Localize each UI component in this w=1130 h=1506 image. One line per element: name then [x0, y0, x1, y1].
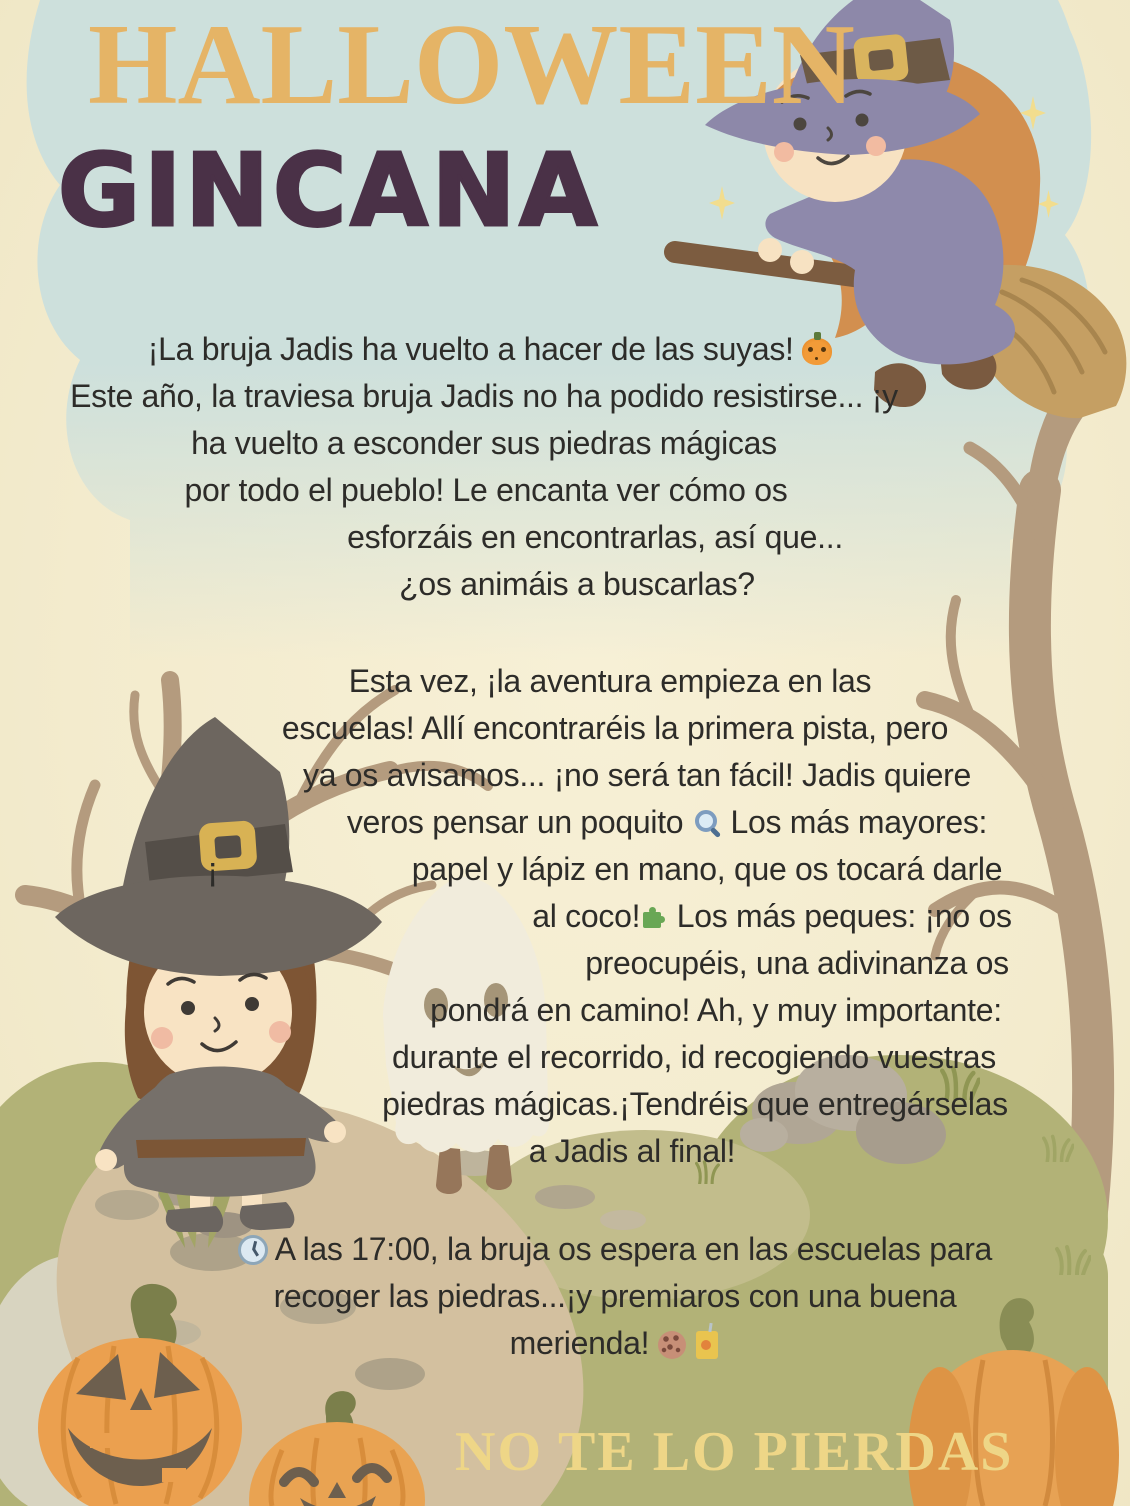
poster-title-halloween: HALLOWEEN	[88, 1, 855, 128]
poster-title-gincana: GINCANA	[58, 132, 601, 249]
text-segment: veros pensar un poquito	[346, 804, 692, 840]
text-segment	[686, 1325, 695, 1361]
text-line	[150, 658, 1070, 705]
text-line	[24, 373, 944, 420]
text-line	[30, 326, 950, 373]
text-line	[155, 705, 1075, 752]
middle-paragraph	[200, 658, 1120, 1175]
text-segment: Los más mayores:	[721, 804, 988, 840]
juice-box-emoji	[696, 1331, 718, 1359]
text-segment: Esta vez, ¡la aventura empieza en las	[348, 663, 872, 699]
text-segment: ya os avisamos... ¡no será tan fácil! Jadis quiere	[303, 757, 971, 793]
text-segment: papel y lápiz en mano, que os tocará darle	[411, 851, 1003, 887]
clock-emoji	[238, 1235, 268, 1265]
text-line	[155, 1320, 1075, 1367]
text-line	[155, 1226, 1075, 1273]
text-segment: recoger las piedras...¡y premiaros con una buena	[273, 1278, 957, 1314]
text-line	[235, 1081, 1130, 1128]
text-line	[177, 752, 1097, 799]
text-line	[247, 846, 1130, 893]
text-segment: preocupéis, una adivinanza os	[585, 945, 1009, 981]
stray-exclamation: ¡	[207, 851, 219, 889]
text-segment: esforzáis en encontrarlas, así que...	[347, 519, 843, 555]
text-segment: Los más peques: ¡no os	[668, 898, 1012, 934]
text-line	[207, 799, 1127, 846]
text-segment: A las 17:00, la bruja os espera en las escuelas para	[267, 1231, 993, 1267]
magnifier-emoji	[692, 808, 722, 838]
text-line	[155, 1273, 1075, 1320]
text-line	[337, 940, 1130, 987]
text-line	[135, 514, 1055, 561]
footer-tagline: NO TE LO PIERDAS	[455, 1421, 1014, 1483]
closing-paragraph	[155, 1226, 1075, 1367]
text-segment: al coco!	[532, 898, 641, 934]
text-segment: pondrá en camino! Ah, y muy importante:	[430, 992, 1002, 1028]
text-line	[117, 561, 1037, 608]
text-segment: ¡La bruja Jadis ha vuelto a hacer de las suyas!	[147, 331, 803, 367]
text-segment: durante el recorrido, id recogiendo vuestras	[391, 1039, 997, 1075]
text-segment: a Jadis al final!	[528, 1133, 736, 1169]
text-segment: merienda!	[509, 1325, 658, 1361]
text-segment: piedras mágicas.¡Tendréis que entregárselas	[382, 1086, 1008, 1122]
text-line	[256, 987, 1130, 1034]
text-line	[234, 1034, 1130, 1081]
intro-paragraph	[30, 326, 950, 608]
text-segment: ha vuelto a esconder sus piedras mágicas	[191, 425, 777, 461]
cookie-emoji	[658, 1331, 686, 1359]
text-segment: Este año, la traviesa bruja Jadis no ha podido resistirse... ¡y	[70, 378, 898, 414]
text-line	[312, 893, 1130, 940]
text-line	[26, 467, 946, 514]
pumpkin-emoji	[802, 338, 832, 365]
text-segment: por todo el pueblo! Le encanta ver cómo os	[184, 472, 788, 508]
jack-o-lantern-small	[242, 1388, 432, 1506]
puzzle-emoji	[640, 904, 668, 932]
text-segment: ¿os animáis a buscarlas?	[399, 566, 755, 602]
text-segment: escuelas! Allí encontraréis la primera pista, pero	[281, 710, 949, 746]
text-line	[172, 1128, 1092, 1175]
text-line	[24, 420, 944, 467]
